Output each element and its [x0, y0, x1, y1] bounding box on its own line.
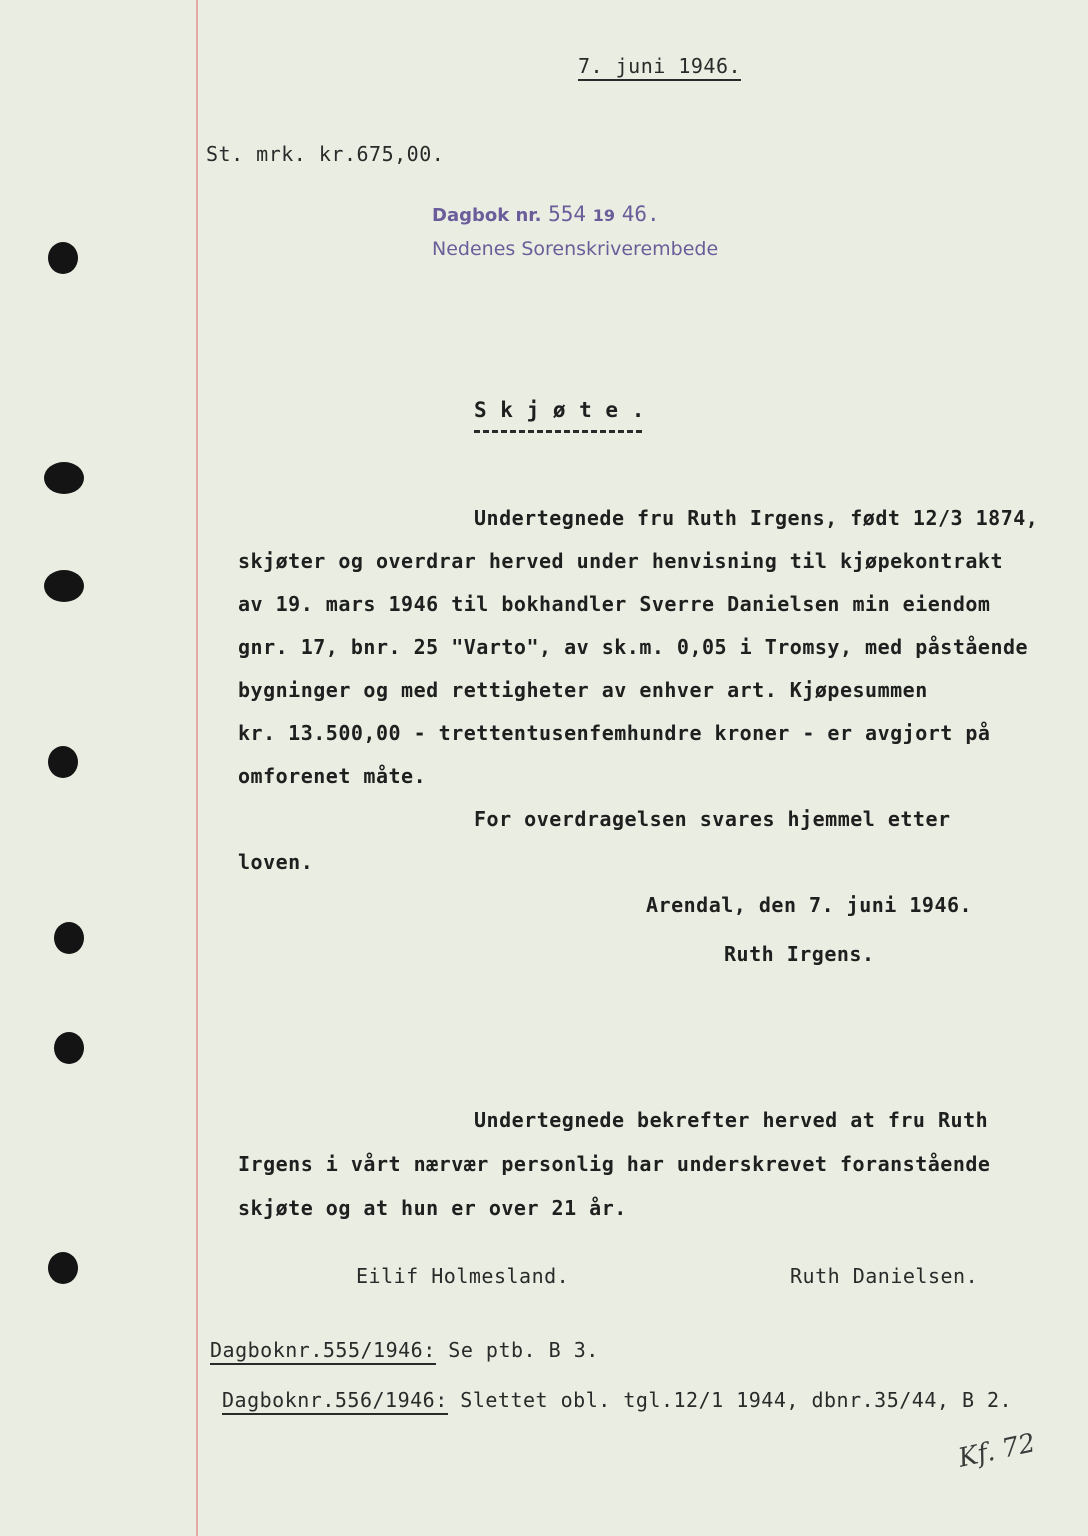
body-line: skjøte og at hun er over 21 år.: [238, 1196, 627, 1220]
binder-hole-icon: [48, 242, 78, 274]
binder-hole-icon: [48, 746, 78, 778]
registry-note-text: Se ptb. B 3.: [448, 1338, 599, 1362]
title-underline: [474, 430, 642, 433]
body-line: loven.: [238, 850, 314, 874]
registry-note: [222, 1388, 1012, 1412]
dagbok-separator: 19: [592, 206, 616, 225]
witness-name: Ruth Danielsen.: [790, 1264, 979, 1288]
body-line: Irgens i vårt nærvær personlig har underskrevet foranstående: [238, 1152, 991, 1176]
body-line: gnr. 17, bnr. 25 "Varto", av sk.m. 0,05 i Tromsy, med påstående: [238, 635, 1029, 659]
registry-note: [210, 1338, 599, 1362]
body-line: Undertegnede bekrefter herved at fru Ruth: [474, 1108, 989, 1132]
document-title: S k j ø t e .: [474, 398, 645, 422]
witness-name: Eilif Holmesland.: [356, 1264, 570, 1288]
margin-line: [196, 0, 198, 1536]
registry-note-ref: Dagboknr.556/1946:: [222, 1388, 448, 1415]
body-line: av 19. mars 1946 til bokhandler Sverre Danielsen min eiendom: [238, 592, 991, 616]
office-stamp: Nedenes Sorenskriverembede: [432, 238, 719, 260]
body-line: skjøter og overdrar herved under henvisning til kjøpekontrakt: [238, 549, 1004, 573]
dagbok-year: 46.: [621, 202, 660, 226]
stamp-duty: St. mrk. kr.675,00.: [206, 142, 445, 166]
body-line: For overdragelsen svares hjemmel etter: [474, 807, 951, 831]
binder-hole-icon: [54, 922, 84, 954]
registry-note-ref: Dagboknr.555/1946:: [210, 1338, 436, 1365]
signer-name: Ruth Irgens.: [724, 942, 875, 966]
dagbok-label: Dagbok nr.: [432, 205, 542, 226]
body-line: Undertegnede fru Ruth Irgens, født 12/3 1874,: [474, 506, 1039, 530]
document-date: 7. juni 1946.: [578, 54, 741, 81]
binder-hole-icon: [44, 462, 84, 494]
body-line: kr. 13.500,00 - trettentusenfemhundre kroner - er avgjort på: [238, 721, 991, 745]
binder-hole-icon: [48, 1252, 78, 1284]
dagbok-stamp: [432, 202, 660, 226]
binder-hole-icon: [54, 1032, 84, 1064]
binder-hole-icon: [44, 570, 84, 602]
body-line: omforenet måte.: [238, 764, 427, 788]
handwritten-annotation: Kf. 72: [955, 1428, 1039, 1474]
place-date: Arendal, den 7. juni 1946.: [646, 893, 973, 917]
body-line: bygninger og med rettigheter av enhver art. Kjøpesummen: [238, 678, 928, 702]
registry-note-text: Slettet obl. tgl.12/1 1944, dbnr.35/44, B 2.: [460, 1388, 1013, 1412]
dagbok-number: 554: [548, 202, 587, 226]
